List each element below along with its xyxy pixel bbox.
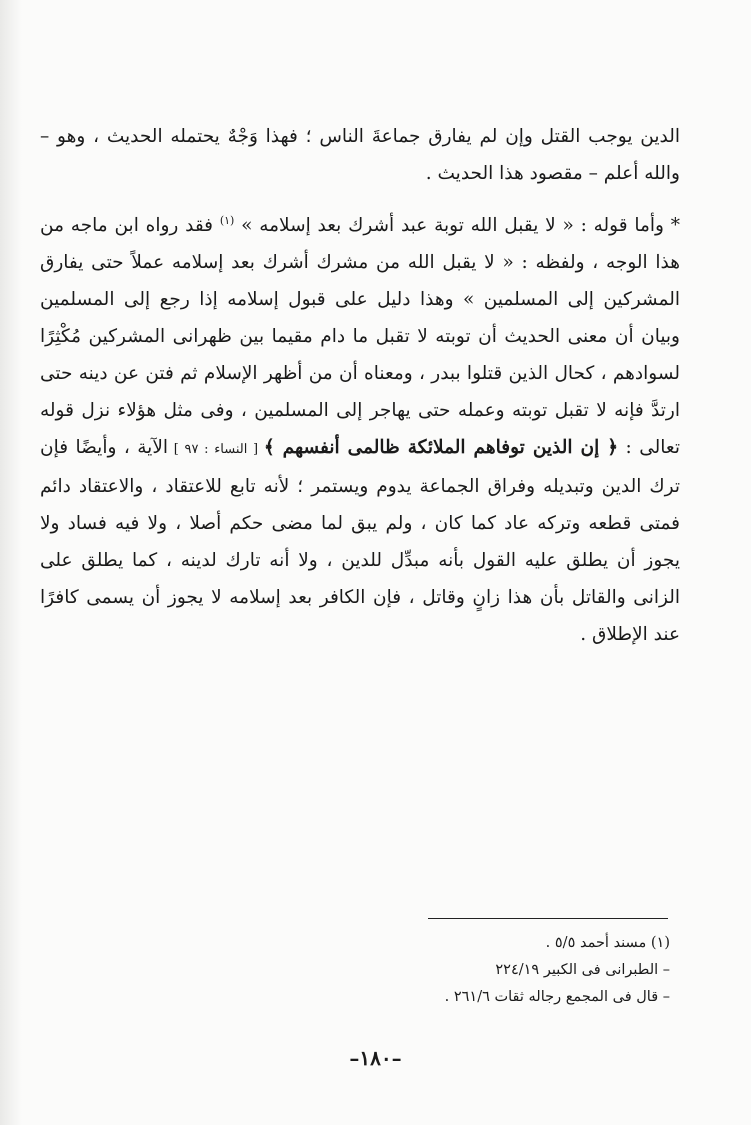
paragraph-2-intro: * وأما قوله : « لا يقبل الله توبة عبد أشرك بعد إسلامه » xyxy=(234,215,680,236)
scan-shadow xyxy=(0,0,22,1125)
surah-reference: [ النساء : ٩٧ ] xyxy=(168,442,264,457)
footnotes xyxy=(220,930,670,1011)
footnote-reference: (١) xyxy=(219,213,235,227)
quran-verse: ﴿ إن الذين توفاهم الملائكة ظالمى أنفسهم ﴾ xyxy=(263,437,619,458)
footnote-3: – قال فى المجمع رجاله ثقات ٢٦١/٦ . xyxy=(444,989,670,1005)
paragraph-2 xyxy=(40,207,680,653)
page-number: –١٨٠– xyxy=(349,1046,402,1070)
paragraph-2-tail: الآية ، وأيضًا فإن ترك الدين وتبديله وفراق الجماعة يدوم ويستمر ؛ لأنه تابع للاعتقاد ، والاعتقاد دائم فمتى قطعه وتركه عاد كما كان ، ولم يبق لما مضى حكم أصلا ، ولا فيه فساد ولا يجوز أن يطلق عليه القول بأنه مبدِّل للدين ، ولا أنه تارك لدينه ، كما يطلق على الزانى والقاتل بأن هذا زانٍ وقاتل ، فإن الكافر بعد إسلامه لا يجوز أن يسمى كافرًا عند الإطلاق . xyxy=(40,437,680,645)
footnote-1: (١) مسند أحمد ٥/٥ . xyxy=(545,935,670,951)
footnote-2: – الطبرانى فى الكبير ٢٢٤/١٩ xyxy=(495,962,670,978)
footnote-divider xyxy=(428,918,668,919)
paragraph-1: الدين يوجب القتل وإن لم يفارق جماعةَ الناس ؛ فهذا وَجْهٌ يحتمله الحديث ، وهو – والله أعلم – مقصود هذا الحديث . xyxy=(40,126,680,184)
paragraph-2-body: فقد رواه ابن ماجه من هذا الوجه ، ولفظه : « لا يقبل الله من مشرك أشرك بعد إسلامه عملاً حتى يفارق المشركين إلى المسلمين » وهذا دليل على قبول إسلامه إذا رجع إلى المسلمين وبيان أن معنى الحديث أن توبته لا تقبل ما دام مقيما بين ظهرانى المشركين مُكْثِرًا لسوادهم ، كحال الذين قتلوا ببدر ، ومعناه أن من أظهر الإسلام ثم فتن عن دينه حتى ارتدَّ فإنه لا تقبل توبته وعمله حتى يهاجر إلى المسلمين ، وفى مثل هؤلاء نزل قوله تعالى : xyxy=(40,215,680,458)
main-text xyxy=(40,118,680,653)
